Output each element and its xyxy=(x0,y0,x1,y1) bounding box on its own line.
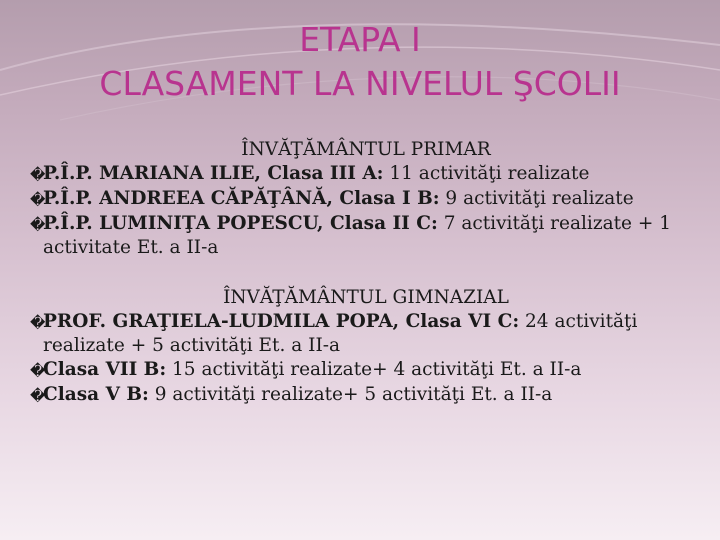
item-label: P.Î.P. LUMINIŢA POPESCU, Clasa II C: xyxy=(43,213,438,234)
bullet-icon: � xyxy=(30,387,46,405)
bullet-icon: � xyxy=(30,191,46,209)
item-text xyxy=(43,212,702,260)
list-item xyxy=(30,310,702,358)
item-detail: 9 activităţi realizate+ 5 activităţi Et. a II-a xyxy=(148,384,553,405)
item-detail: 11 activităţi realizate xyxy=(383,163,590,184)
list-item xyxy=(30,187,702,212)
list-item xyxy=(30,212,702,260)
item-detail: 7 activităţi realizate + 1 activitate Et. a II-a xyxy=(43,213,672,258)
list-item xyxy=(30,383,702,408)
item-text xyxy=(43,162,702,187)
title-line-2: CLASAMENT LA NIVELUL ŞCOLII xyxy=(99,64,621,103)
item-label: Clasa VII B: xyxy=(43,359,167,380)
item-label: Clasa V B: xyxy=(43,384,149,405)
list-item xyxy=(30,358,702,383)
item-detail: 24 activităţi realizate + 5 activităţi Et. a II-a xyxy=(43,311,638,356)
primary-heading: ÎNVĂŢĂMÂNTUL PRIMAR xyxy=(241,139,491,160)
item-text xyxy=(43,187,702,212)
item-detail: 15 activităţi realizate+ 4 activităţi Et. a II-a xyxy=(166,359,582,380)
item-text xyxy=(43,383,702,408)
bullet-icon: � xyxy=(30,216,46,234)
list-item xyxy=(30,162,702,187)
title-line-1: ETAPA I xyxy=(299,20,421,59)
section-gap xyxy=(30,260,702,286)
gymnasium-heading: ÎNVĂŢĂMÂNTUL GIMNAZIAL xyxy=(223,287,509,308)
item-text xyxy=(43,310,702,358)
item-label: P.Î.P. ANDREEA CĂPĂŢÂNĂ, Clasa I B: xyxy=(43,188,440,209)
bullet-icon: � xyxy=(30,314,46,332)
item-detail: 9 activităţi realizate xyxy=(439,188,634,209)
slide-content xyxy=(30,138,702,408)
item-label: PROF. GRAŢIELA-LUDMILA POPA, Clasa VI C: xyxy=(43,311,520,332)
item-label: P.Î.P. MARIANA ILIE, Clasa III A: xyxy=(43,163,384,184)
bullet-icon: � xyxy=(30,166,46,184)
slide-title xyxy=(40,18,680,106)
bullet-icon: � xyxy=(30,362,46,380)
item-text xyxy=(43,358,702,383)
